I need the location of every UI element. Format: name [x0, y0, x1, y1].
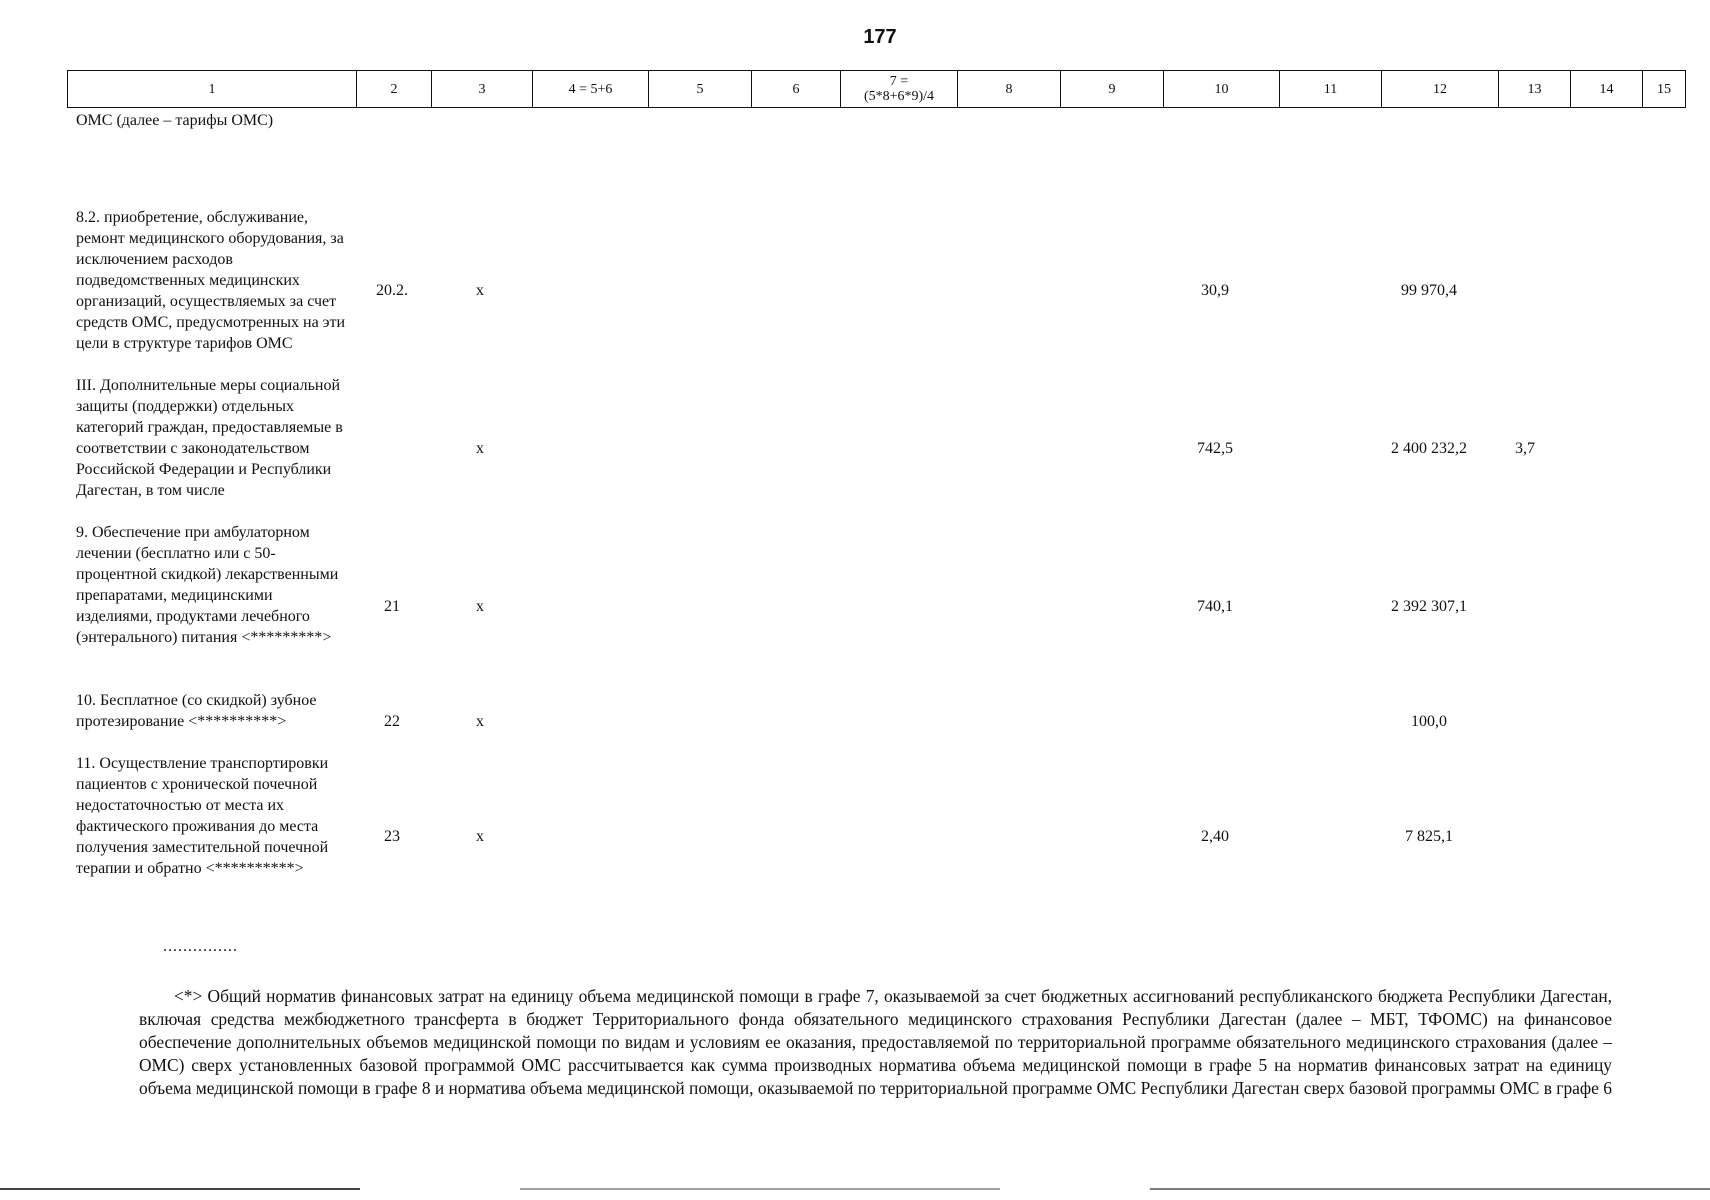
continued-row-text: ОМС (далее – тарифы ОМС) [76, 112, 274, 129]
row-col2: 22 [384, 713, 400, 730]
scan-edge-line [0, 1188, 360, 1190]
row-col3: х [476, 828, 484, 845]
header-col-10: 10 [1164, 71, 1280, 108]
header-col-14: 14 [1571, 71, 1643, 108]
row-col12: 7 825,1 [1405, 828, 1453, 845]
row-description: III. Дополнительные меры социальной защиты (поддержки) отдельных категорий граждан, предоставляемые в соответствии с законодательством Российской Федерации и Республики Дагестан, в том числе [76, 377, 343, 499]
header-col-15: 15 [1643, 71, 1686, 108]
row-description: 8.2. приобретение, обслуживание, ремонт медицинского оборудования, за исключением расходов подведомственных медицинских организаций, осуществляемых за счет средств ОМС, предусмотренных на эти цели в структуре тарифов ОМС [76, 209, 346, 352]
row-col3: х [476, 713, 484, 730]
row-col12: 2 400 232,2 [1391, 440, 1467, 457]
scan-edge-line [1150, 1188, 1710, 1190]
footnote-paragraph: <*> Общий норматив финансовых затрат на единицу объема медицинской помощи в графе 7, оказываемой за счет бюджетных ассигнований республиканского бюджета Республики Дагестан, включая средства межбюджетного трансферта в бюджет Территориального фонда обязательного медицинского страхования Республики Дагестан (далее – МБТ, ТФОМС) на финансовое обеспечение дополнительных объемов медицинской помощи по видам и условиям ее оказания, предоставляемой по территориальной программе обязательного медицинского страхования (далее – ОМС) сверх установленных базовой программой ОМС рассчитывается как сумма производных норматива объема медицинской помощи в графе 5 на норматив финансовых затрат на единицу объема медицинской помощи в графе 8 и норматива объема медицинской помощи, оказываемой по территориальной программе ОМС Республики Дагестан сверх базовой программы ОМС в графе 6 [139, 986, 1612, 1098]
scan-edge-line [520, 1188, 1000, 1190]
row-col3: х [476, 440, 484, 457]
header-col-13: 13 [1499, 71, 1571, 108]
header-col-5: 5 [649, 71, 752, 108]
row-description: 10. Бесплатное (со скидкой) зубное протезирование <**********> [76, 692, 317, 730]
column-number-header [67, 70, 1686, 108]
row-col10: 740,1 [1197, 598, 1233, 615]
page-number: 177 [863, 26, 897, 48]
row-description: 9. Обеспечение при амбулаторном лечении (бесплатно или с 50- процентной скидкой) лекарственными препаратами, медицинскими изделиями, продуктами лечебного (энтерального) питания <*********> [76, 524, 339, 646]
row-col10: 742,5 [1197, 440, 1233, 457]
header-col-7: 7 = (5*8+6*9)/4 [841, 71, 958, 108]
header-col-9: 9 [1061, 71, 1164, 108]
header-col-3: 3 [432, 71, 533, 108]
header-col-4: 4 = 5+6 [533, 71, 649, 108]
header-col-1: 1 [68, 71, 357, 108]
header-col-8: 8 [958, 71, 1061, 108]
ellipsis-separator: ............... [163, 938, 238, 955]
row-col2: 23 [384, 828, 400, 845]
header-col-2: 2 [357, 71, 432, 108]
row-col13: 3,7 [1515, 440, 1535, 457]
row-col10: 30,9 [1201, 282, 1229, 299]
row-col12: 99 970,4 [1401, 282, 1457, 299]
row-col3: х [476, 598, 484, 615]
row-col10: 2,40 [1201, 828, 1229, 845]
header-col-11: 11 [1280, 71, 1382, 108]
row-col2: 21 [384, 598, 400, 615]
header-col-12: 12 [1382, 71, 1499, 108]
header-col-6: 6 [752, 71, 841, 108]
row-col2: 20.2. [376, 282, 408, 299]
row-description: 11. Осуществление транспортировки пациентов с хронической почечной недостаточностью от места их фактического проживания до места получения заместительной почечной терапии и обратно <**********> [76, 755, 329, 877]
row-col12: 100,0 [1411, 713, 1447, 730]
row-col12: 2 392 307,1 [1391, 598, 1467, 615]
row-col3: х [476, 282, 484, 299]
